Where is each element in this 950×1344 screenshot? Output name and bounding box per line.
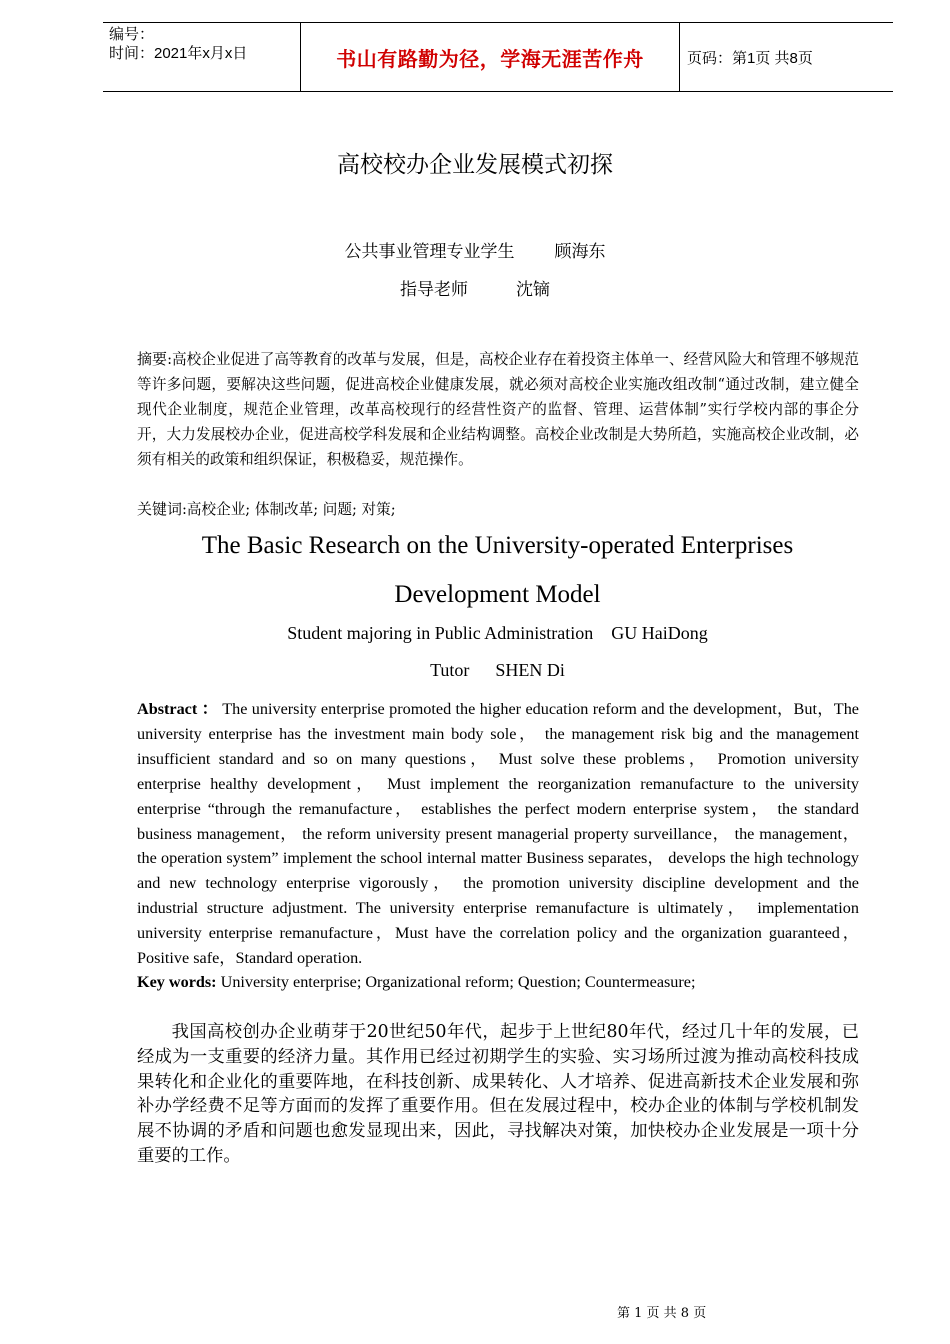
title-english-line2: Development Model — [394, 581, 601, 608]
header-motto-cell — [300, 23, 680, 91]
abstract-chinese — [137, 347, 859, 472]
keywords-en-label: Key words: — [137, 973, 217, 991]
keywords-label: 关键词 — [137, 500, 183, 518]
tutor-name-en: SHEN Di — [495, 660, 565, 680]
abstract-text: :高校企业促进了高等教育的改革与发展，但是，高校企业存在着投资主体单一、经营风险大和管理不够规范等许多问题，要解决这些问题，促进高校企业健康发展，就必须对高校企业实施改组改制“通过改制，建立健全现代企业制度，规范企业管理，改革高校现行的经营性资产的监督、管理、运营体制”实行学校内部的事企分开，大力发展校办企业，促进高校学科发展和企业结构调整。高校企业改制是大势所趋，实施高校企业改制，必须有相关的政策和组织保证，积极稳妥，规范操作。 — [137, 351, 859, 468]
header-table — [103, 22, 893, 92]
author-role: 公共事业管理专业学生 — [344, 242, 515, 262]
motto: 书山有路勤为径，学海无涯苦作舟 — [336, 46, 644, 71]
author-role-en: Student majoring in Public Administration — [287, 623, 594, 643]
keywords-english — [137, 970, 859, 994]
title-chinese: 高校校办企业发展模式初探 — [337, 152, 613, 178]
abstract-english — [137, 697, 859, 971]
number-label: 编号： — [109, 26, 155, 43]
tutor-line-chinese — [0, 275, 950, 300]
keywords-chinese — [137, 497, 859, 522]
footer-page-number: 第 1 页 共 8 页 — [617, 1306, 707, 1321]
tutor-role: 指导老师 — [400, 280, 468, 300]
author-line-english — [0, 623, 950, 644]
keywords-en-text: University enterprise; Organizational reform; Question; Countermeasure; — [216, 973, 696, 991]
tutor-line-english — [0, 660, 950, 681]
header-page-info — [679, 23, 893, 91]
keywords-text: :高校企业; 体制改革; 问题; 对策; — [182, 501, 396, 518]
author-line-chinese — [0, 237, 950, 262]
abstract-en-label: Abstract ： — [137, 700, 219, 718]
author-name-en: GU HaiDong — [611, 623, 708, 643]
time-label: 时间：2021年x月x日 — [109, 45, 248, 62]
tutor-name: 沈镝 — [516, 280, 550, 300]
tutor-role-en: Tutor — [430, 660, 470, 680]
title-english-line1: The Basic Research on the University-operated Enterprises — [201, 532, 794, 559]
page-info: 页码：第1页 共8页 — [687, 49, 813, 67]
header-meta — [103, 23, 300, 91]
author-name: 顾海东 — [554, 242, 606, 262]
abstract-label: 摘要 — [137, 350, 168, 368]
abstract-en-text: The university enterprise promoted the higher education reform and the development，But，The university enterprise has the investment main body sole， the management risk big and the management insufficient standard and so on many questions， Must solve these problems， Promotion university enterprise healthy development， Must implement the reorganization remanufacture to the university enterprise “through the remanufacture， establishes the perfect modern enterprise system， the standard business management， the reform university present managerial property surveillance， the management， the operation system” implement the school internal matter Business separates， develops the high technology and new technology enterprise vigorously， the promotion university discipline development and the industrial structure adjustment. The university enterprise remanufacture is ultimately， implementation university enterprise remanufacture，Must have the correlation policy and the organization guaranteed，Positive safe，Standard operation. — [137, 700, 859, 968]
body-paragraph: 我国高校创办企业萌芽于20世纪50年代，起步于上世纪80年代，经过几十年的发展，已经成为一支重要的经济力量。其作用已经过初期学生的实验、实习场所过渡为推动高校科技成果转化和企业化的重要阵地，在科技创新、成果转化、人才培养、促进高新技术企业发展和弥补办学经费不足等方面而的发挥了重要作用。但在发展过程中，校办企业的体制与学校机制发展不协调的矛盾和问题也愈发显现出来，因此，寻找解决对策，加快校办企业发展是一项十分重要的工作。 — [137, 1022, 859, 1166]
